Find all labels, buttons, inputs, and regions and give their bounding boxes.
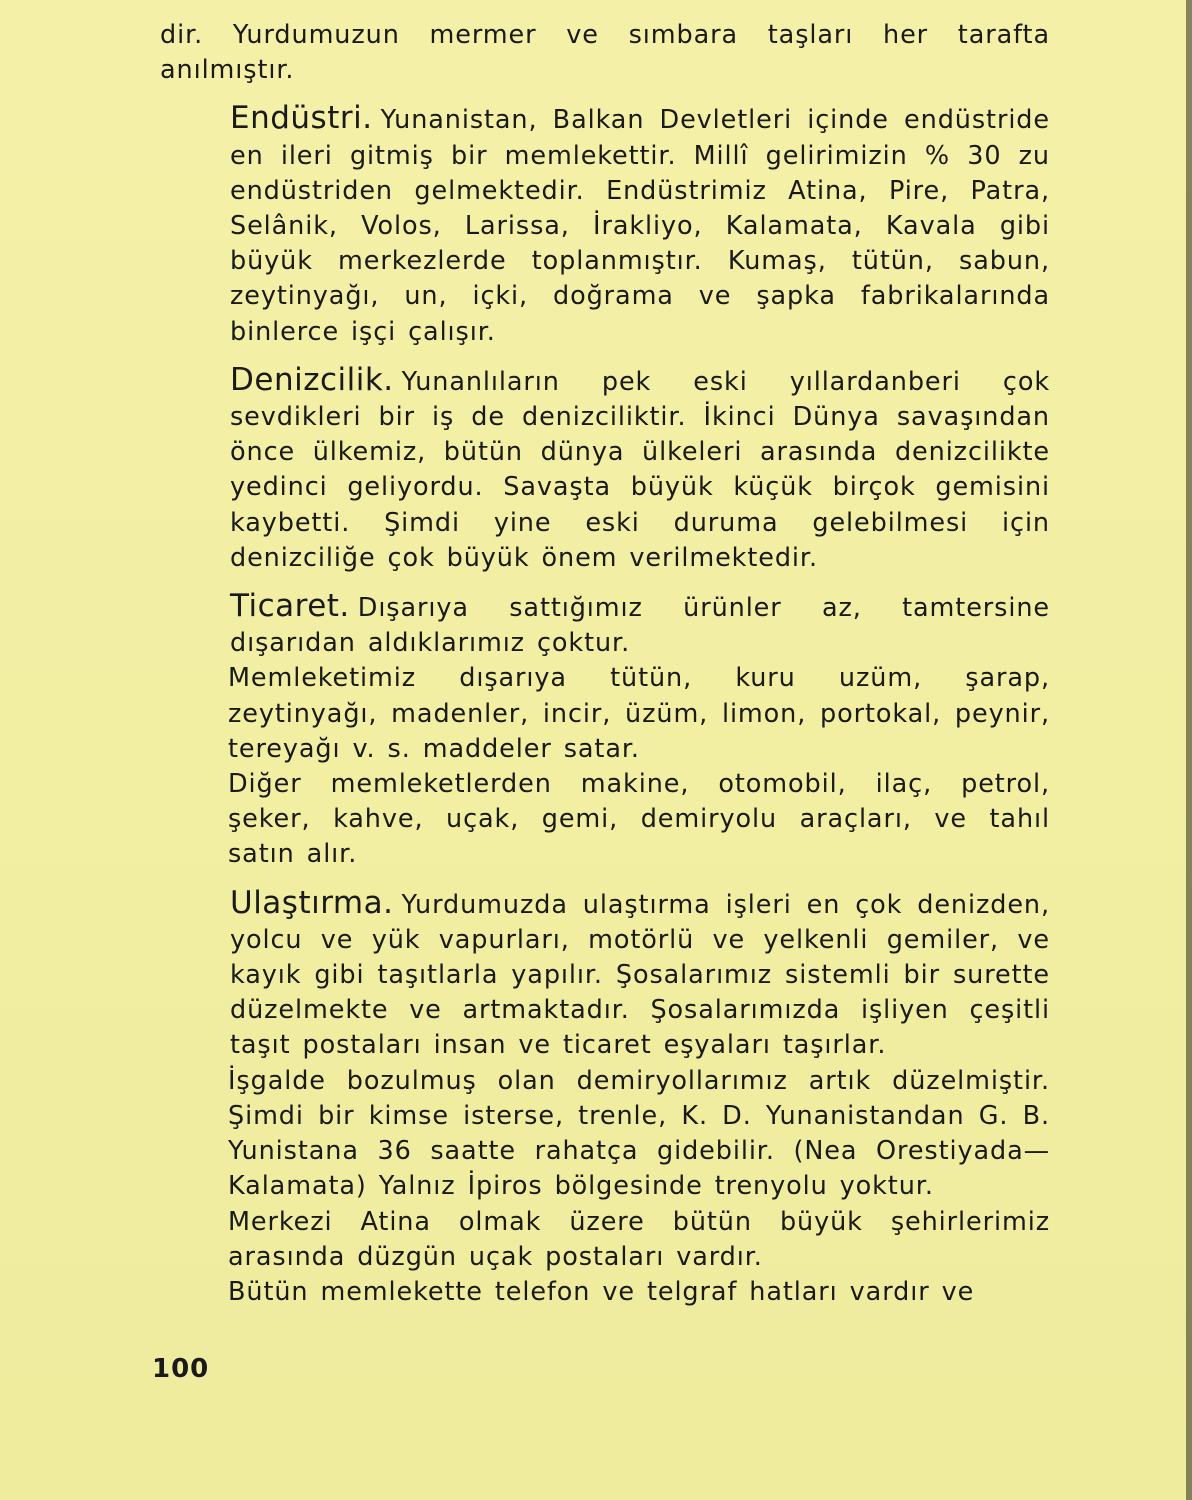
- text-endustri: Yunanistan, Balkan Devletleri içinde endüstride en ileri gitmiş bir memlekettir. Millî gelirimizin % 30 zu endüstriden gelmektedir. Endüstrimiz Atina, Pire, Patra, Selânik, Volos, Larissa, İrakliyo, Kalamata, Kavala gibi büyük merkezlerde toplanmıştır. Kumaş, tütün, sabun, zeytinyağı, un, içki, doğrama ve şapka fabrikalarında binlerce işçi çalışır.: [230, 105, 1050, 347]
- heading-endustri: Endüstri.: [230, 100, 373, 137]
- paragraph-ulastirma-rail: İşgalde bozulmuş olan demiryollarımız artık düzelmiştir. Şimdi bir kimse isterse, trenle, K. D. Yunanistandan G. B. Yunistana 36 saatte rahatça gidebilir. (Nea Orestiyada—Kalamata) Yalnız İpiros bölgesinde trenyolu yoktur.: [228, 1065, 1050, 1202]
- paragraph-intro: dir. Yurdumuzun mermer ve sımbara taşları her tarafta anılmıştır.: [160, 20, 1050, 86]
- paragraph-ulastirma-air: Merkezi Atina olmak üzere bütün büyük şehirlerimiz arasında düzgün uçak postaları vardır.: [228, 1206, 1050, 1272]
- page-number: 100: [152, 1354, 210, 1384]
- section-endustri: [160, 101, 1050, 349]
- section-denizcilik: [160, 363, 1050, 576]
- heading-ulastirma: Ulaştırma.: [230, 884, 394, 921]
- page-edge-shadow: [1186, 0, 1192, 1500]
- paragraph-ulastirma-telecom: Bütün memlekette telefon ve telgraf hatları vardır ve: [228, 1276, 975, 1307]
- heading-denizcilik: Denizcilik.: [230, 361, 394, 398]
- page-text-block: [160, 18, 1050, 1310]
- text-ticaret: Dışarıya sattığımız ürünler az, tamtersine dışarıdan aldıklarımız çoktur.: [230, 593, 1050, 659]
- heading-ticaret: Ticaret.: [230, 588, 350, 625]
- text-denizcilik: Yunanlıların pek eski yıllardanberi çok sevdikleri bir iş de denizciliktir. İkinci Dünya savaşından önce ülkemiz, bütün dünya ülkeleri arasında denizcilikte yedinci geliyordu. Savaşta büyük küçük birçok gemisini kaybetti. Şimdi yine eski duruma gelebilmesi için denizciliğe çok büyük önem verilmektedir.: [230, 366, 1050, 573]
- paragraph-ticaret-imports: Diğer memleketlerden makine, otomobil, ilaç, petrol, şeker, kahve, uçak, gemi, demiryolu araçları, ve tahıl satın alır.: [228, 769, 1050, 870]
- paragraph-ticaret-exports: Memleketimiz dışarıya tütün, kuru uzüm, şarap, zeytinyağı, madenler, incir, üzüm, limon, portokal, peynir, tereyağı v. s. maddeler satar.: [228, 663, 1050, 764]
- section-ticaret: [160, 589, 1050, 661]
- section-ulastirma: [160, 886, 1050, 1064]
- text-ulastirma: Yurdumuzda ulaştırma işleri en çok denizden, yolcu ve yük vapurları, motörlü ve yelkenli gemiler, ve kayık gibi taşıtlarla yapılır. Şosalarımız sistemli bir surette düzelmekte ve artmaktadır. Şosalarımızda işliyen çeşitli taşıt postaları insan ve ticaret eşyaları taşırlar.: [230, 889, 1050, 1061]
